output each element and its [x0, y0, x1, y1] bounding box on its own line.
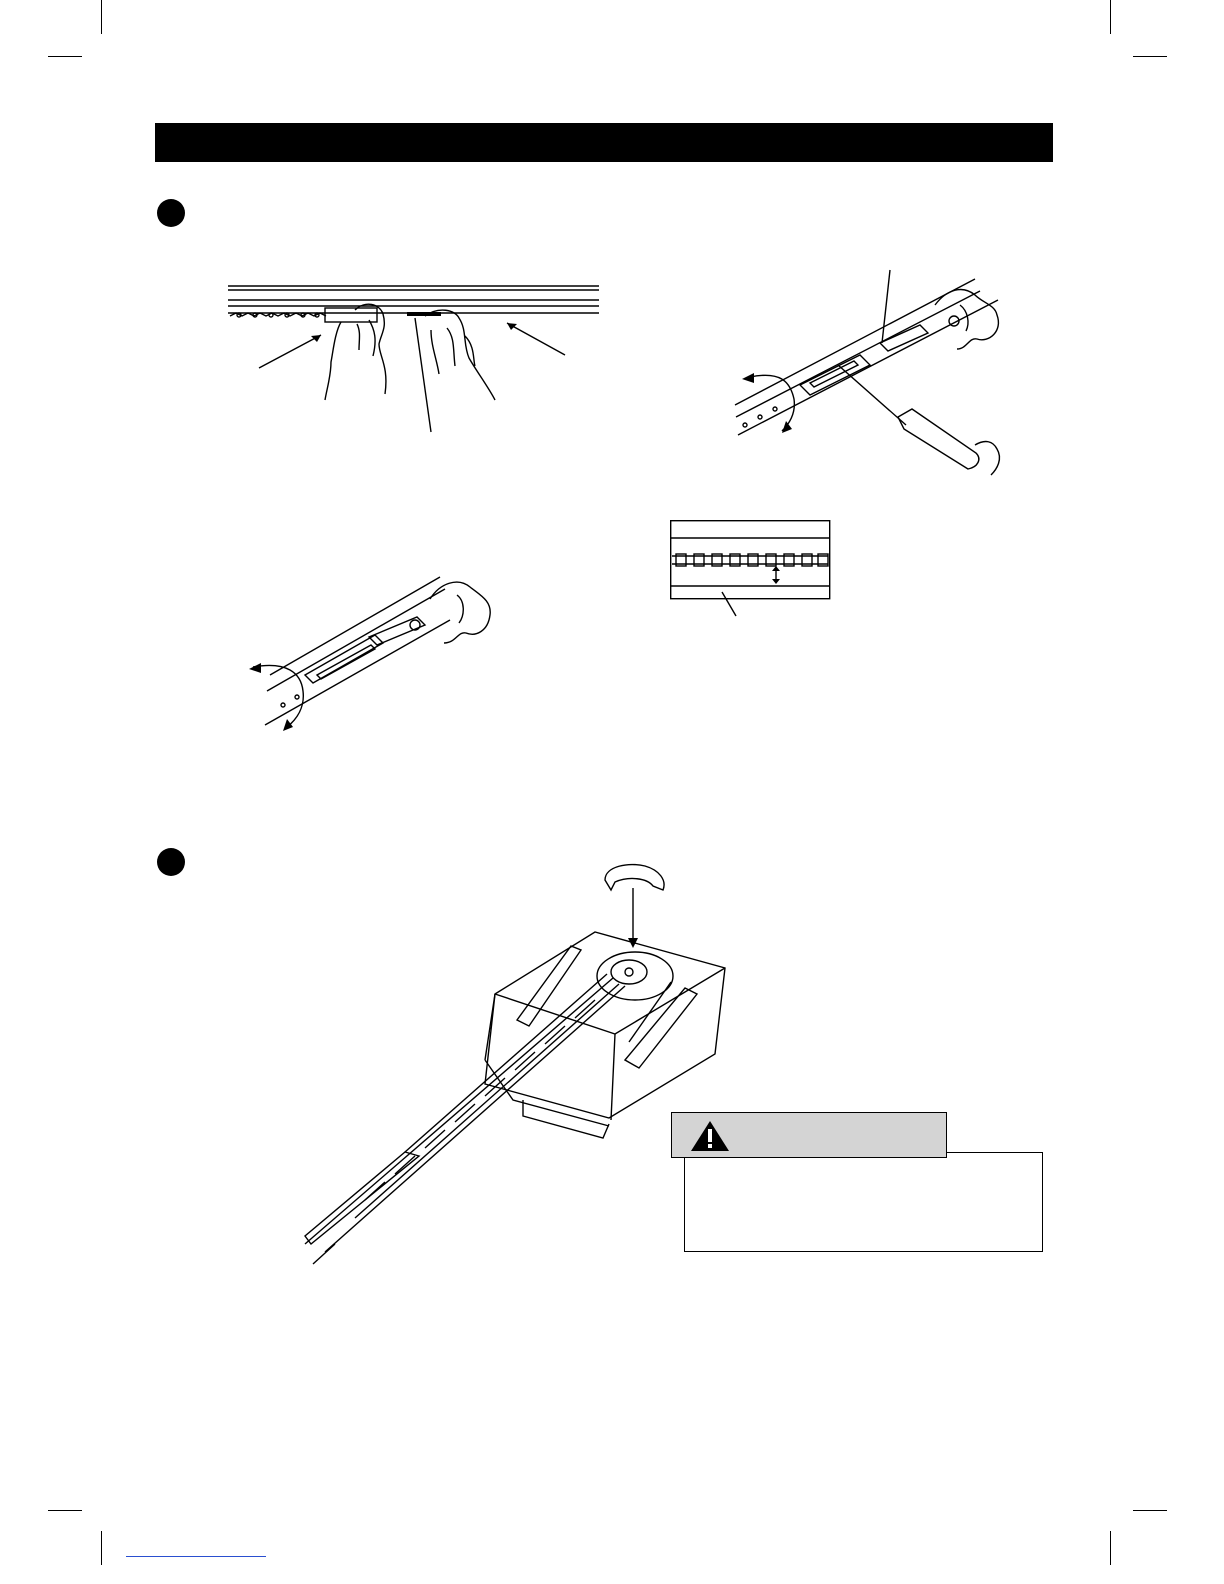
crop-mark-top-left-v [101, 0, 102, 34]
chain-rail-detail-figure [670, 520, 832, 620]
chain-connect-hands-figure [225, 280, 605, 440]
crop-mark-bottom-left-h [48, 1510, 82, 1511]
chain-tighten-screwdriver-illustration [730, 265, 1005, 475]
warning-text-box [684, 1152, 1043, 1252]
sprocket-cover-install-figure [295, 860, 735, 1280]
chain-tighten-wrench-figure [245, 575, 500, 735]
crop-mark-top-right-v [1110, 0, 1111, 34]
section-header-bar [155, 123, 1053, 162]
chain-rail-detail-illustration [670, 520, 832, 620]
chain-tighten-screwdriver-figure [730, 265, 1005, 475]
crop-mark-top-right-h [1133, 56, 1167, 57]
step-2-marker [157, 848, 185, 876]
crop-mark-bottom-right-h [1133, 1510, 1167, 1511]
warning-triangle-icon [690, 1120, 730, 1152]
crop-mark-bottom-right-v [1110, 1531, 1111, 1565]
chain-connect-hands-illustration [225, 280, 605, 440]
sprocket-cover-install-illustration [295, 860, 735, 1280]
step-1-marker [157, 199, 185, 227]
crop-mark-top-left-h [48, 56, 82, 57]
warning-header [671, 1112, 947, 1158]
chain-tighten-wrench-illustration [245, 575, 500, 735]
crop-mark-bottom-left-v [101, 1531, 102, 1565]
footer-link-underline [126, 1556, 266, 1557]
